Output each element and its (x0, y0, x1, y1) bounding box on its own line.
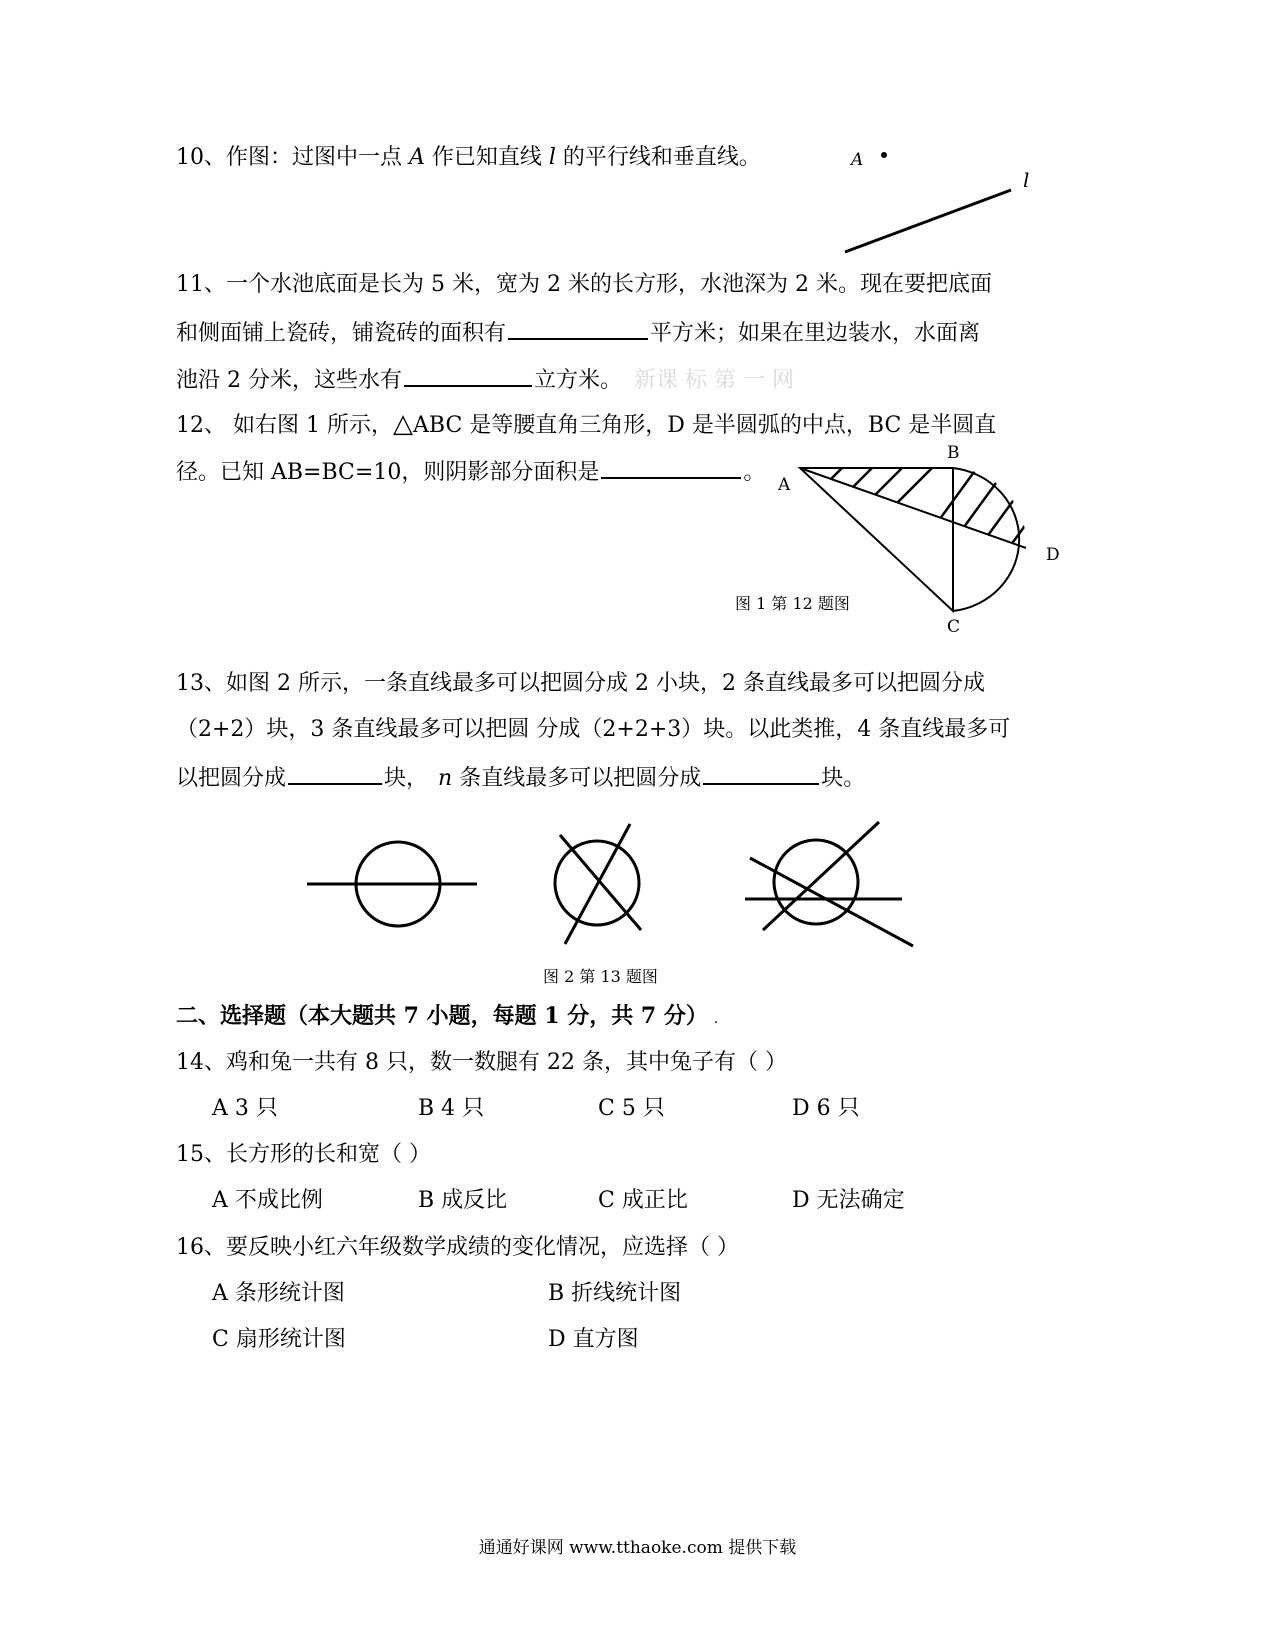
fig1-label-a: A (778, 475, 791, 495)
q16-option-b[interactable]: B 折线统计图 (548, 1281, 682, 1306)
q16-option-a[interactable]: A 条形统计图 (212, 1281, 345, 1306)
q15-stem: 15、长方形的长和宽（ ） (176, 1142, 431, 1167)
semicircle-arc (953, 468, 1019, 611)
q11-line2: 和侧面铺上瓷砖，铺瓷砖的面积有 平方米；如果在里边装水，水面离 (176, 316, 980, 349)
circle-two-lines (555, 824, 641, 944)
page-footer: 通通好课网 www.tthaoke.com 提供下载 (478, 1538, 797, 1558)
q15-option-c[interactable]: C 成正比 (598, 1188, 688, 1213)
shade-boundary (800, 468, 1026, 548)
q14-option-d[interactable]: D 6 只 (792, 1096, 860, 1121)
q14-option-b[interactable]: B 4 只 (418, 1096, 485, 1121)
q15-option-a[interactable]: A 不成比例 (212, 1188, 323, 1213)
q15-option-b[interactable]: B 成反比 (418, 1188, 508, 1213)
fig1-diagram (790, 450, 1080, 611)
q16-option-c[interactable]: C 扇形统计图 (212, 1327, 346, 1352)
point-a-dot (881, 152, 887, 158)
fig1-caption: 图 1 第 12 题图 (735, 594, 850, 613)
watermark: 新课 标 第 一 网 (634, 368, 794, 393)
fig1-label-b: B (947, 443, 960, 463)
q10-figure (845, 152, 1011, 252)
fig1-label-d: D (1046, 545, 1060, 565)
q12-line2: 径。已知 AB=BC=10，则阴影部分面积是 。 (176, 455, 765, 488)
section-title: 二、选择题（本大题共 7 小题，每题 1 分，共 7 分） . (176, 1003, 719, 1029)
q11-line3: 池沿 2 分米，这些水有 立方米。 新课 标 第 一 网 (176, 363, 794, 396)
triangle-symbol: △ (392, 409, 413, 439)
q16-option-d[interactable]: D 直方图 (548, 1327, 639, 1352)
q16-stem: 16、要反映小红六年级数学成绩的变化情况，应选择（ ） (176, 1235, 739, 1260)
q15-option-d[interactable]: D 无法确定 (792, 1188, 905, 1213)
q13-line1: 13、如图 2 所示，一条直线最多可以把圆分成 2 小块，2 条直线最多可以把圆分成 (176, 671, 985, 696)
fig2-diagram (307, 822, 913, 946)
circle-one-line (307, 842, 477, 926)
q11-line1: 11、一个水池底面是长为 5 米，宽为 2 米的长方形，水池深为 2 米。现在要把底面 (176, 272, 992, 297)
circle-three-lines (745, 822, 913, 946)
q10-line-label: l (1023, 168, 1030, 192)
triangle-abc (800, 468, 953, 611)
q13-line2: （2+2）块，3 条直线最多可以把圆 分成（2+2+3）块。以此类推，4 条直线最多可 (176, 717, 1011, 742)
line-l (845, 190, 1011, 252)
q13-line3: 以把圆分成 块， n 条直线最多可以把圆分成 块。 (176, 761, 865, 794)
q10-point-label: A (851, 150, 864, 170)
q10-text: 10、作图：过图中一点 A 作已知直线 l 的平行线和垂直线。 (176, 145, 761, 170)
q14-stem: 14、鸡和兔一共有 8 只，数一数腿有 22 条，其中兔子有（ ） (176, 1050, 787, 1075)
fig1-label-c: C (947, 617, 961, 637)
q14-option-c[interactable]: C 5 只 (598, 1096, 665, 1121)
q14-option-a[interactable]: A 3 只 (212, 1096, 278, 1121)
q12-line1: 12、 如右图 1 所示，△ABC 是等腰直角三角形，D 是半圆弧的中点，BC 是半圆直 (176, 409, 997, 439)
fig2-caption: 图 2 第 13 题图 (543, 967, 658, 986)
